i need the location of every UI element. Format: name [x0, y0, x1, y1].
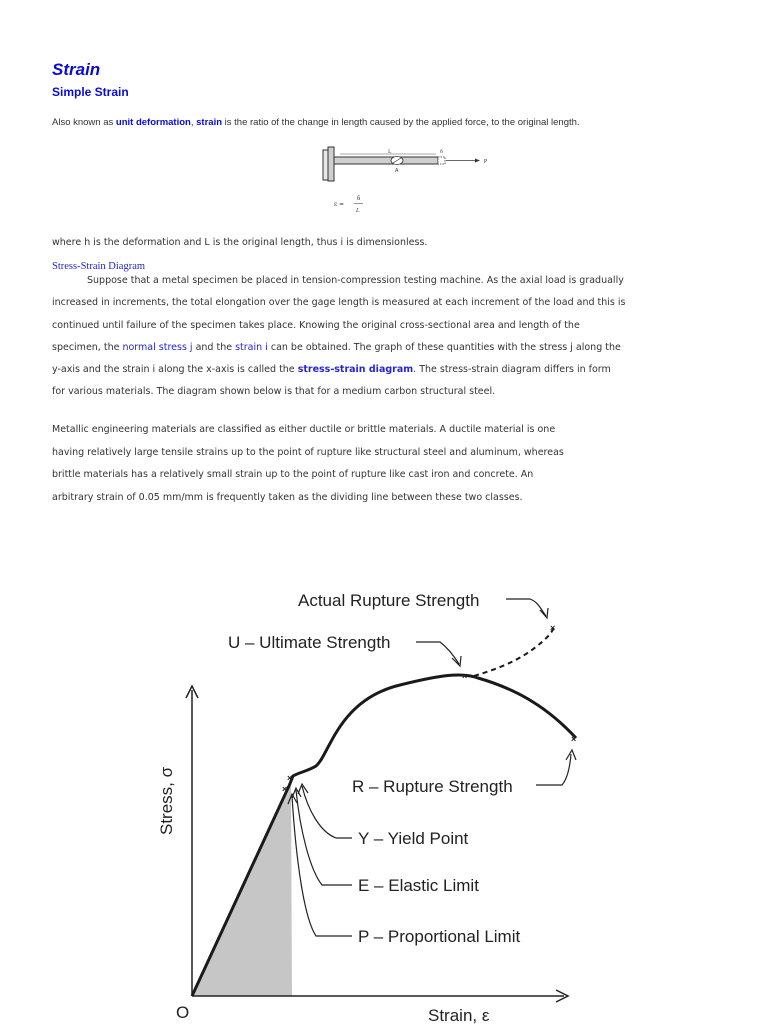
intro-text-pre: Also known as: [52, 117, 116, 128]
yield-marker: ×: [287, 773, 293, 783]
intro-text-post: is the ratio of the change in length caused by the applied force, to the original length.: [222, 117, 580, 128]
proportional-limit-label: P – Proportional Limit: [358, 927, 521, 946]
length-label: L: [388, 149, 392, 155]
para1-line-6: for various materials. The diagram shown below is that for a medium carbon structural steel.: [52, 386, 496, 398]
normal-stress-link[interactable]: normal stress j: [122, 341, 193, 353]
rupture-marker: ×: [571, 734, 577, 744]
actual-rupture-label: Actual Rupture Strength: [298, 591, 480, 610]
strain-link-2[interactable]: strain i: [235, 341, 268, 353]
y-axis-title: Stress, σ: [157, 766, 176, 835]
para2-line-1: Metallic engineering materials are classified as either ductile or brittle materials. A ductile material is one: [52, 424, 556, 435]
strain-link[interactable]: strain: [196, 117, 223, 128]
intro-sep: ,: [190, 117, 197, 128]
force-label: P: [484, 159, 488, 165]
para1-line-2: increased in increments, the total elongation over the gage length is measured at each increment of the load and this is: [52, 297, 626, 309]
area-label: A: [395, 168, 399, 174]
yield-point-label: Y – Yield Point: [358, 829, 469, 848]
rupture-strength-label: R – Rupture Strength: [352, 777, 513, 796]
formula-numerator: δ: [357, 196, 361, 202]
elastic-limit-label: E – Elastic Limit: [358, 876, 479, 895]
origin-label: O: [176, 1003, 190, 1022]
where-text: where h is the deformation and L is the original length, thus i is dimensionless.: [52, 237, 428, 248]
actual-rupture-curve: [474, 628, 554, 676]
para1-line-1: Suppose that a metal specimen be placed in tension-compression testing machine. As the axial load is gradually: [87, 275, 624, 286]
para2-line-2: having relatively large tensile strains up to the point of rupture like structural steel and aluminum, whereas: [52, 446, 564, 458]
ultimate-marker: ×: [462, 671, 468, 681]
delta-label: δ: [440, 149, 444, 155]
x-axis-title: Strain, ε: [428, 1006, 490, 1024]
para1-l5-post: . The stress-strain diagram differs in form: [413, 364, 611, 376]
elastic-marker: ×: [282, 784, 288, 794]
ultimate-strength-label: U – Ultimate Strength: [228, 633, 391, 652]
para2-line-4: arbitrary strain of 0.05 mm/mm is frequently taken as the dividing line between these two classes.: [52, 491, 523, 503]
actual-rupture-marker: ×: [550, 623, 556, 633]
unit-deformation-link[interactable]: unit deformation: [115, 117, 191, 128]
para1-line-3: continued until failure of the specimen takes place. Knowing the original cross-sectional area and length of the: [52, 319, 580, 331]
para1-l4-pre: specimen, the: [52, 341, 123, 353]
stress-strain-diagram-heading[interactable]: Stress-Strain Diagram: [52, 261, 146, 272]
para1-l4-post: can be obtained. The graph of these quantities with the stress j along the: [267, 341, 621, 353]
para1-l5-pre: y-axis and the strain i along the x-axis is called the: [52, 364, 298, 376]
formula-lhs: ε =: [334, 201, 345, 208]
section-title-simple-strain: Simple Strain: [52, 85, 129, 99]
stress-strain-diagram-link[interactable]: stress-strain diagram: [297, 364, 414, 376]
para1-l4-mid: and the: [192, 341, 236, 353]
para2-line-3: brittle materials has a relatively small strain up to the point of rupture like cast iron and concrete. An: [52, 469, 534, 480]
page-title: Strain: [52, 60, 101, 79]
formula-denominator: L: [356, 208, 360, 214]
